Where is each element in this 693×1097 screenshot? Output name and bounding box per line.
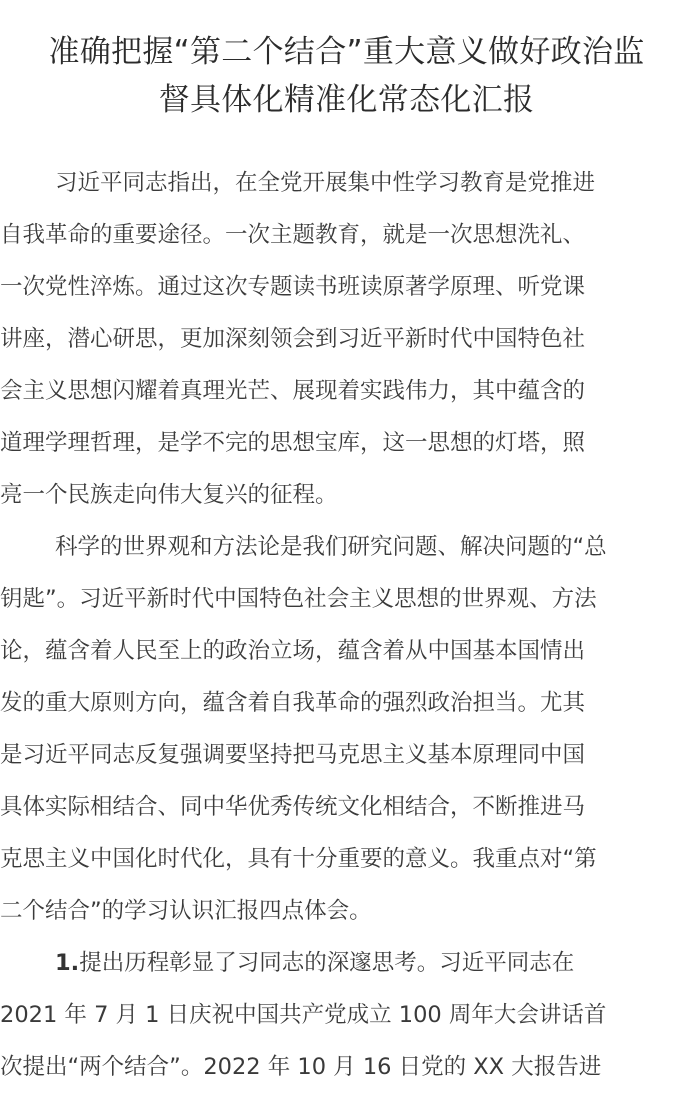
point-number: 1. xyxy=(55,950,80,976)
text-line: 亮一个民族走向伟大复兴的征程。 xyxy=(0,482,338,508)
text-line: 一次党性淬炼。通过这次专题读书班读原著学原理、听党课 xyxy=(0,274,586,300)
text-line: 论，蕴含着人民至上的政治立场，蕴含着从中国基本国情出 xyxy=(0,638,586,664)
text-line xyxy=(0,937,693,989)
text-line: 讲座，潜心研思，更加深刻领会到习近平新时代中国特色社 xyxy=(0,326,586,352)
text-line: 自我革命的重要途径。一次主题教育，就是一次思想洗礼、 xyxy=(0,222,586,248)
paragraph-methodology xyxy=(0,521,693,937)
document-body xyxy=(0,157,693,1093)
text-line: 次提出“两个结合”。2022 年 10 月 16 日党的 XX 大报告进 xyxy=(0,1054,602,1080)
paragraph-intro xyxy=(0,157,693,521)
text-line: 会主义思想闪耀着真理光芒、展现着实践伟力，其中蕴含的 xyxy=(0,378,586,404)
text-line: 具体实际相结合、同中华优秀传统文化相结合，不断推进马 xyxy=(0,794,586,820)
text-line: 习近平同志指出，在全党开展集中性学习教育是党推进 xyxy=(55,170,596,196)
text-line: 道理学理哲理，是学不完的思想宝库，这一思想的灯塔，照 xyxy=(0,430,586,456)
text-line: 克思主义中国化时代化，具有十分重要的意义。我重点对“第 xyxy=(0,846,597,872)
text-line: 钥匙”。习近平新时代中国特色社会主义思想的世界观、方法 xyxy=(0,586,597,612)
text-line: 是习近平同志反复强调要坚持把马克思主义基本原理同中国 xyxy=(0,742,586,768)
title-line-2: 督具体化精准化常态化汇报 xyxy=(158,82,535,118)
text-line: 科学的世界观和方法论是我们研究问题、解决问题的“总 xyxy=(55,534,607,560)
paragraph-point-1 xyxy=(0,937,693,1093)
document-title xyxy=(0,28,693,124)
text-line: 2021 年 7 月 1 日庆祝中国共产党成立 100 周年大会讲话首 xyxy=(0,1002,607,1028)
text-line: 二个结合”的学习认识汇报四点体会。 xyxy=(0,898,372,924)
title-line-1: 准确把握“第二个结合”重大意义做好政治监 xyxy=(48,34,645,70)
text-line: 发的重大原则方向，蕴含着自我革命的强烈政治担当。尤其 xyxy=(0,690,586,716)
point-heading-text: 提出历程彰显了习同志的深邃思考。习近平同志在 xyxy=(79,950,575,976)
